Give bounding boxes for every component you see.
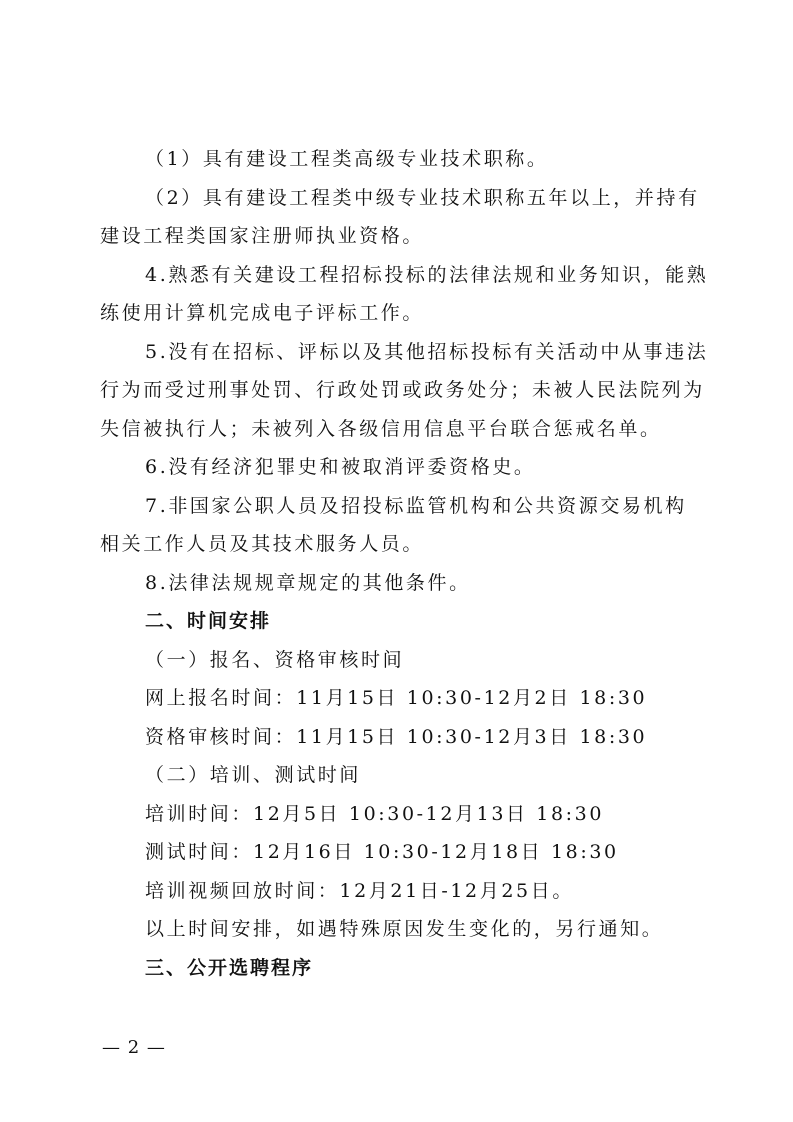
subsection-heading: （二）培训、测试时间 xyxy=(145,764,362,786)
section-heading: 三、公开选聘程序 xyxy=(145,957,314,979)
subsection-heading: （一）报名、资格审核时间 xyxy=(145,649,405,671)
paragraph-line: 行为而受过刑事处罚、行政处罚或政务处分；未被人民法院列为 xyxy=(100,379,705,401)
schedule-line: 网上报名时间：11月15日 10:30-12月2日 18:30 xyxy=(145,687,648,709)
paragraph-line: 8.法律法规规章规定的其他条件。 xyxy=(145,572,471,594)
paragraph-line: 7.非国家公职人员及招投标监管机构和公共资源交易机构 xyxy=(145,495,687,517)
schedule-line: 测试时间：12月16日 10:30-12月18日 18:30 xyxy=(145,841,619,863)
paragraph-line: 6.没有经济犯罪史和被取消评委资格史。 xyxy=(145,456,536,478)
paragraph-line: （2）具有建设工程类中级专业技术职称五年以上，并持有 xyxy=(145,187,700,209)
section-heading: 二、时间安排 xyxy=(145,610,272,632)
paragraph-line: 建设工程类国家注册师执业资格。 xyxy=(100,225,425,247)
schedule-line: 培训视频回放时间：12月21日-12月25日。 xyxy=(145,880,574,902)
paragraph-line: （1）具有建设工程类高级专业技术职称。 xyxy=(145,148,549,170)
paragraph-line: 4.熟悉有关建设工程招标投标的法律法规和业务知识，能熟 xyxy=(145,264,709,286)
schedule-line: 资格审核时间：11月15日 10:30-12月3日 18:30 xyxy=(145,726,648,748)
page-number: — 2 — xyxy=(102,1037,166,1058)
paragraph-line: 失信被执行人；未被列入各级信用信息平台联合惩戒名单。 xyxy=(100,418,662,440)
paragraph-line: 相关工作人员及其技术服务人员。 xyxy=(100,533,425,555)
paragraph-line: 5.没有在招标、评标以及其他招标投标有关活动中从事违法 xyxy=(145,341,709,363)
paragraph-line: 练使用计算机完成电子评标工作。 xyxy=(100,302,425,324)
schedule-line: 培训时间：12月5日 10:30-12月13日 18:30 xyxy=(145,803,605,825)
note-line: 以上时间安排，如遇特殊原因发生变化的，另行通知。 xyxy=(145,918,664,940)
